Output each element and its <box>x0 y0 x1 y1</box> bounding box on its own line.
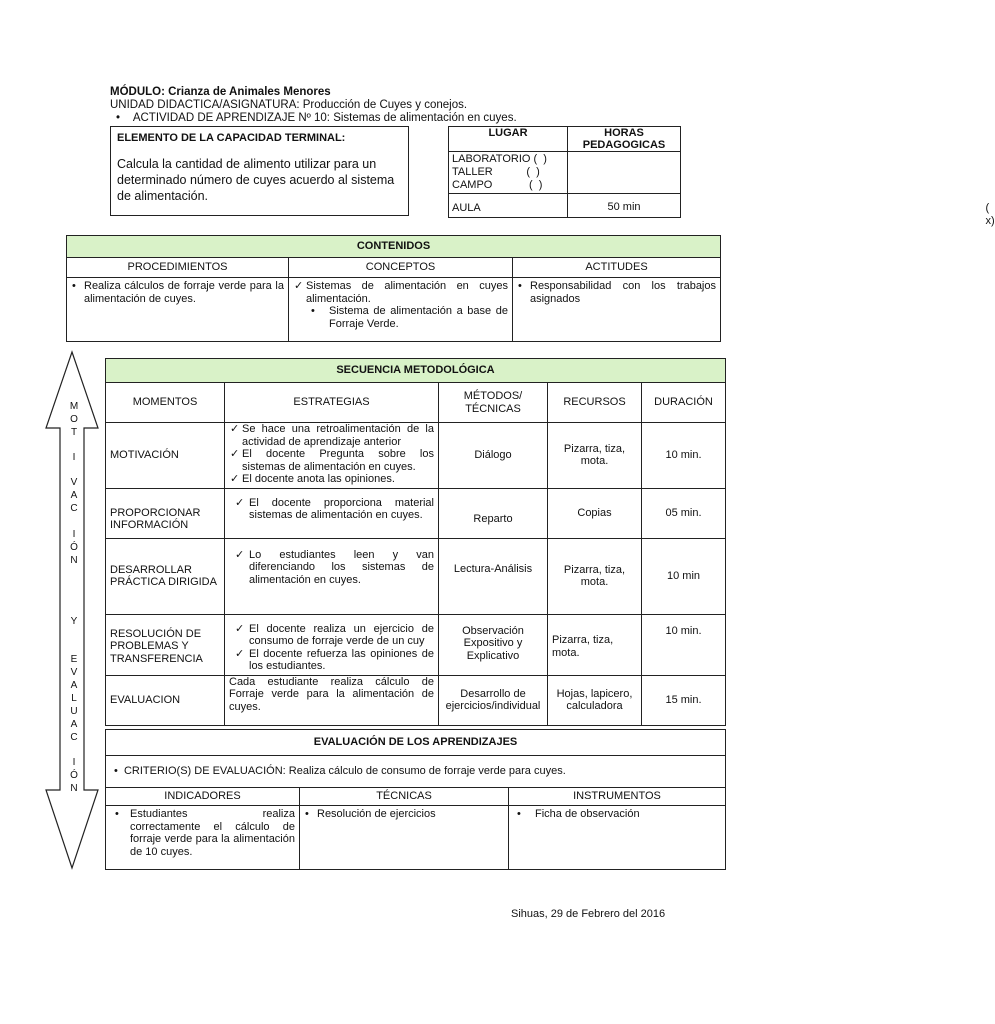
check-icon: ✓ <box>230 448 240 460</box>
side-letter: O <box>70 414 78 425</box>
check-icon: ✓ <box>294 280 304 292</box>
side-letter: A <box>70 680 78 691</box>
criterio-text: CRITERIO(S) DE EVALUACIÓN: Realiza cálculo de consumo de forraje verde para cuyes. <box>123 765 566 778</box>
estrategia-text: El docente proporciona material sistemas de alimentación en cuyes. <box>249 496 434 521</box>
check-icon: ✓ <box>230 473 240 485</box>
side-letter: Ó <box>70 542 78 553</box>
momento-cell: MOTIVACIÓN <box>106 423 225 489</box>
side-letter: A <box>70 490 78 501</box>
estrategia-text: El docente anota las opiniones. <box>242 473 395 485</box>
bullet-icon: • <box>114 765 124 778</box>
bullet-icon: • <box>305 808 309 820</box>
capacidad-title: ELEMENTO DE LA CAPACIDAD TERMINAL: <box>117 132 346 144</box>
col-actitudes: ACTITUDES <box>513 258 721 278</box>
side-letter: Ó <box>70 770 78 781</box>
header-recursos: RECURSOS <box>548 383 642 423</box>
concepto-text: Sistemas de alimentación en cuyes alimentación. <box>306 280 508 305</box>
lugar-taller: TALLER ( ) <box>452 166 540 178</box>
bullet-icon: • <box>116 112 133 124</box>
metodo-cell: Observación Expositivo y Explicativo <box>439 614 548 675</box>
horas-empty <box>568 152 681 194</box>
recursos-cell: Pizarra, tiza, mota. <box>548 538 642 614</box>
horas-value: 50 min <box>568 194 681 218</box>
side-letter: M <box>69 401 79 412</box>
actitudes-cell <box>513 278 721 342</box>
momento-cell: PROPORCIONAR INFORMACIÓN <box>106 488 225 538</box>
side-letter: N <box>70 783 78 794</box>
module-title: MÓDULO: Crianza de Animales Menores <box>110 86 331 98</box>
side-letter: E <box>70 654 78 665</box>
tecnica-cell <box>300 806 509 870</box>
estrategia-text: Se hace una retroalimentación de la actividad de aprendizaje anterior <box>242 423 434 448</box>
evaluacion-table <box>105 729 726 870</box>
activity-line <box>116 112 517 125</box>
instrumento-text: Ficha de observación <box>535 808 640 820</box>
side-letter: U <box>70 706 78 717</box>
bullet-icon: • <box>115 808 119 820</box>
contenidos-title: CONTENIDOS <box>67 236 721 258</box>
secuencia-table <box>105 358 726 726</box>
estrategias-cell <box>225 488 439 538</box>
conceptos-cell <box>289 278 513 342</box>
capacidad-box <box>110 126 409 216</box>
indicador-text: Estudiantes realiza correctamente el cálculo de forraje verde para la alimentación de 10 cuyes. <box>130 808 295 858</box>
side-letter: C <box>70 503 78 514</box>
check-icon: ✓ <box>230 423 240 435</box>
tecnica-text: Resolución de ejercicios <box>317 808 436 820</box>
metodo-cell: Desarrollo de ejercicios/individual <box>439 675 548 725</box>
instrumento-cell <box>509 806 726 870</box>
actitud-text: Responsabilidad con los trabajos asignados <box>530 280 716 305</box>
unit-line: UNIDAD DIDACTICA/ASIGNATURA: Producción de Cuyes y conejos. <box>110 99 468 111</box>
secuencia-title: SECUENCIA METODOLÓGICA <box>106 359 726 383</box>
side-letter: A <box>70 719 78 730</box>
lugar-options <box>449 152 568 194</box>
bullet-icon: • <box>518 280 522 292</box>
momento-cell: EVALUACION <box>106 675 225 725</box>
recursos-cell: Pizarra, tiza, mota. <box>548 614 642 675</box>
lugar-laboratorio: LABORATORIO ( ) <box>452 153 547 165</box>
metodo-cell: Reparto <box>439 488 548 538</box>
header-indicadores: INDICADORES <box>106 788 300 806</box>
estrategia-text: El docente refuerza las opiniones de los estudiantes. <box>249 647 434 672</box>
lugar-table <box>448 126 995 227</box>
bullet-icon: • <box>517 808 521 820</box>
estrategias-cell <box>225 423 439 489</box>
momento-cell: DESARROLLAR PRÁCTICA DIRIGIDA <box>106 538 225 614</box>
metodo-cell: Diálogo <box>439 423 548 489</box>
header-duracion: DURACIÓN <box>642 383 726 423</box>
side-letter: C <box>70 732 78 743</box>
check-icon: ✓ <box>235 496 245 509</box>
aula-label: AULA <box>452 202 481 215</box>
col-procedimientos: PROCEDIMIENTOS <box>67 258 289 278</box>
side-letter: I <box>72 757 76 768</box>
concepto-sub-text: Sistema de alimentación a base de Forraje Verde. <box>329 305 508 330</box>
side-letter: L <box>71 693 77 704</box>
criterio-row <box>106 756 726 788</box>
estrategia-text: El docente Pregunta sobre los sistemas de alimentación en cuyes. <box>242 448 434 473</box>
indicador-cell <box>106 806 300 870</box>
recursos-cell: Pizarra, tiza, mota. <box>548 423 642 489</box>
bullet-icon: • <box>311 305 315 317</box>
side-letter: Y <box>70 616 78 627</box>
side-letter: N <box>70 555 78 566</box>
footer-date: Sihuas, 29 de Febrero del 2016 <box>511 908 666 920</box>
activity-text: ACTIVIDAD DE APRENDIZAJE Nº 10: Sistemas de alimentación en cuyes. <box>132 112 517 124</box>
recursos-cell: Hojas, lapicero, calculadora <box>548 675 642 725</box>
check-icon: ✓ <box>235 548 245 561</box>
header-metodos: MÉTODOS/ TÉCNICAS <box>439 383 548 423</box>
horas-header: HORAS PEDAGOGICAS <box>568 127 681 152</box>
check-icon: ✓ <box>235 622 245 635</box>
header-instrumentos: INSTRUMENTOS <box>509 788 726 806</box>
duracion-cell: 05 min. <box>642 488 726 538</box>
duracion-cell: 15 min. <box>642 675 726 725</box>
duracion-cell: 10 min <box>642 538 726 614</box>
estrategias-cell: Cada estudiante realiza cálculo de Forraje verde para la alimentación de cuyes. <box>225 675 439 725</box>
capacidad-text: Calcula la cantidad de alimento utilizar para un determinado número de cuyes acuerdo al sistema de alimentación. <box>117 157 395 203</box>
header-momentos: MOMENTOS <box>106 383 225 423</box>
bullet-icon: • <box>72 280 76 292</box>
header-tecnicas: TÉCNICAS <box>300 788 509 806</box>
side-letter: I <box>72 529 76 540</box>
estrategia-text: El docente realiza un ejercicio de consumo de forraje verde de un cuy <box>249 622 434 647</box>
contenidos-table <box>66 235 721 342</box>
procedimientos-cell <box>67 278 289 342</box>
lugar-campo: CAMPO ( ) <box>452 179 543 191</box>
col-conceptos: CONCEPTOS <box>289 258 513 278</box>
estrategias-cell <box>225 614 439 675</box>
header-estrategias: ESTRATEGIAS <box>225 383 439 423</box>
estrategia-text: Lo estudiantes leen y van diferenciando los sistemas de alimentación en cuyes. <box>249 548 434 586</box>
aula-mark: ( x) <box>985 202 995 227</box>
side-letter: I <box>72 452 76 463</box>
momento-cell: RESOLUCIÓN DE PROBLEMAS Y TRANSFERENCIA <box>106 614 225 675</box>
check-icon: ✓ <box>235 647 245 660</box>
side-letter: V <box>70 477 78 488</box>
metodo-cell: Lectura-Análisis <box>439 538 548 614</box>
estrategias-cell <box>225 538 439 614</box>
duracion-cell: 10 min. <box>642 423 726 489</box>
side-letter: T <box>70 427 78 438</box>
side-letter: V <box>70 667 78 678</box>
procedimiento-text: Realiza cálculos de forraje verde para la alimentación de cuyes. <box>84 280 284 305</box>
duracion-cell: 10 min. <box>642 614 726 675</box>
evaluacion-title: EVALUACIÓN DE LOS APRENDIZAJES <box>106 730 726 756</box>
recursos-cell: Copias <box>548 488 642 538</box>
lugar-header: LUGAR <box>449 127 568 152</box>
